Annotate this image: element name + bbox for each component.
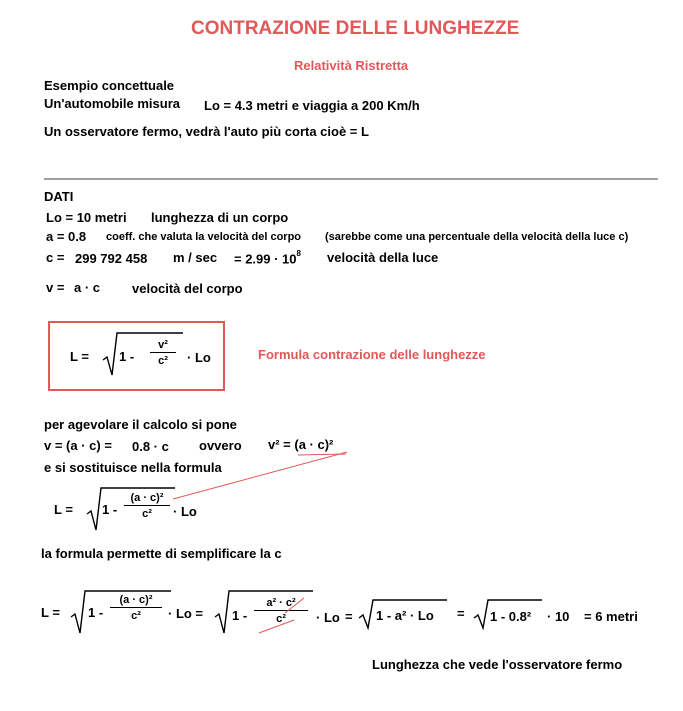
simplify-t2-one-minus: 1 - bbox=[232, 608, 248, 623]
simplify-t4-tail: · 10 bbox=[547, 609, 570, 624]
calc-line2c: ovvero bbox=[199, 438, 242, 453]
simplify-t1-fraction bbox=[110, 594, 162, 622]
simplify-t2-numerator: a² · c² bbox=[266, 597, 296, 609]
pointer-line bbox=[170, 450, 350, 502]
dati-c-label: c = bbox=[46, 250, 65, 265]
dati-v-label: v = bbox=[46, 280, 65, 295]
formula-label: Formula contrazione delle lunghezze bbox=[258, 347, 486, 362]
dati-v-desc: velocità del corpo bbox=[132, 281, 243, 296]
dati-c-unit: m / sec bbox=[173, 250, 218, 265]
example-line2: Un osservatore fermo, vedrà l'auto più corta cioè = L bbox=[44, 124, 369, 139]
simplify-t4: 1 - 0.8² bbox=[490, 609, 532, 624]
dati-lo-desc: lunghezza di un corpo bbox=[151, 210, 289, 225]
simplify-result: = 6 metri bbox=[584, 609, 638, 624]
calc-line1: per agevolare il calcolo si pone bbox=[44, 417, 237, 432]
cancel-strokes bbox=[256, 596, 308, 636]
formula-one-minus: 1 - bbox=[119, 349, 135, 364]
simplify-t2-tail: · Lo bbox=[316, 610, 340, 625]
dati-c-value: 299 792 458 bbox=[75, 251, 148, 266]
calc-formula-one-minus: 1 - bbox=[102, 502, 118, 517]
simplify-t2-denominator: c² bbox=[276, 613, 286, 625]
dati-c-scientific: = $2.99 \cdot 10^8$ bbox=[234, 249, 301, 267]
example-heading: Esempio concettuale bbox=[44, 78, 175, 93]
dati-lo-value: Lo = 10 metri bbox=[46, 210, 127, 225]
dati-heading: DATI bbox=[44, 189, 74, 204]
formula-fraction bbox=[150, 339, 176, 367]
calc-formula-denominator: c² bbox=[142, 508, 152, 520]
formula-numerator: v² bbox=[158, 339, 168, 351]
example-line1a: Un'automobile misura bbox=[44, 96, 180, 111]
formula-denominator: c² bbox=[158, 355, 168, 367]
formula-tail: · Lo bbox=[187, 350, 211, 365]
dati-a-note: (sarebbe come una percentuale della velocità della luce c) bbox=[325, 231, 629, 243]
simplify-lhs: L = bbox=[41, 605, 60, 620]
calc-formula-numerator: (a · c)² bbox=[130, 492, 164, 504]
simplify-t3: 1 - a² · Lo bbox=[376, 608, 434, 623]
simplify-t1-denominator: c² bbox=[131, 610, 141, 622]
dati-a-desc: coeff. che valuta la velocità del corpo bbox=[106, 231, 302, 243]
calc-line2a: v = (a · c) = bbox=[44, 438, 112, 453]
formula-lhs: L = bbox=[70, 349, 89, 364]
calc-formula-lhs: L = bbox=[54, 502, 73, 517]
calc-formula-fraction bbox=[124, 492, 170, 520]
example-line1b: Lo = 4.3 metri e viaggia a 200 Km/h bbox=[204, 98, 420, 113]
simplify-eq2: = bbox=[345, 609, 353, 624]
calc-line3: e si sostituisce nella formula bbox=[44, 460, 222, 475]
calc-formula-tail: · Lo bbox=[173, 504, 197, 519]
dati-v-value: a · c bbox=[74, 280, 101, 295]
dati-a-value: a = 0.8 bbox=[46, 229, 87, 244]
footer-caption: Lunghezza che vede l'osservatore fermo bbox=[372, 657, 623, 672]
simplify-eq3: = bbox=[457, 606, 465, 621]
simplify-t1-one-minus: 1 - bbox=[88, 605, 104, 620]
page-subtitle: Relatività Ristretta bbox=[294, 58, 409, 73]
simplify-t1-tail: · Lo = bbox=[168, 606, 204, 621]
simplify-line: la formula permette di semplificare la c bbox=[41, 546, 282, 561]
simplify-t1-numerator: (a · c)² bbox=[119, 594, 153, 606]
divider bbox=[44, 178, 658, 180]
calc-line2b: 0.8 · c bbox=[132, 439, 169, 454]
page-title: CONTRAZIONE DELLE LUNGHEZZE bbox=[191, 18, 520, 39]
dati-c-desc: velocità della luce bbox=[327, 250, 439, 265]
calc-line2d: v² = (a · c)² bbox=[268, 437, 334, 452]
